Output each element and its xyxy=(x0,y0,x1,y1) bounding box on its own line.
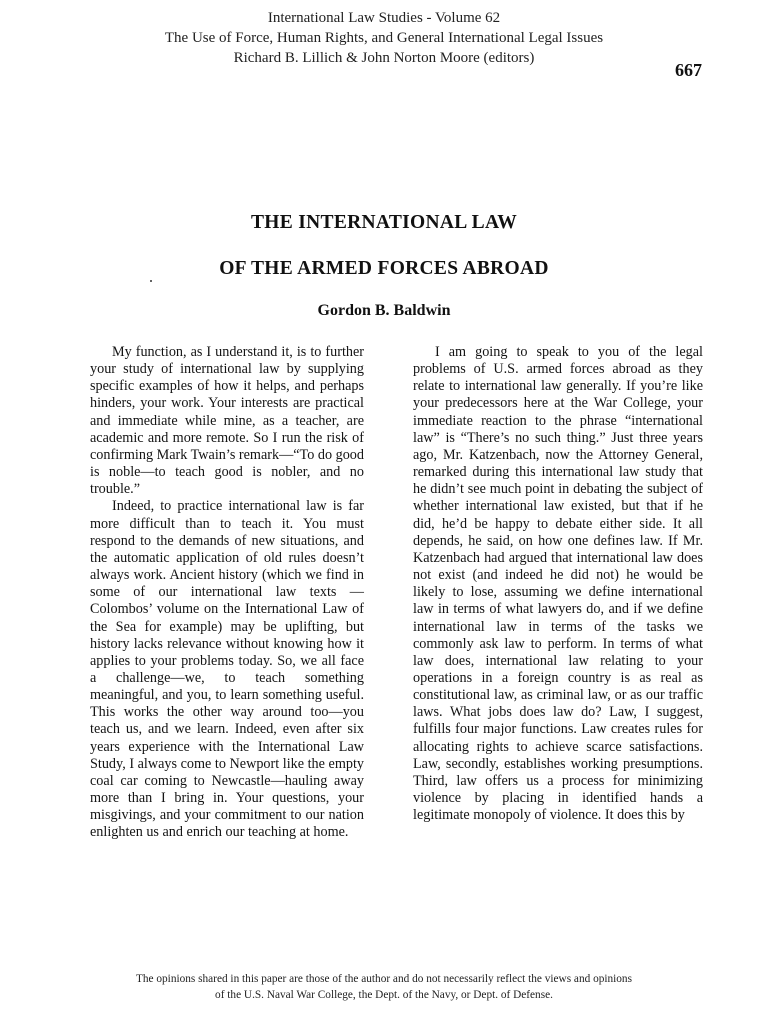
article-title-line-1: THE INTERNATIONAL LAW xyxy=(251,212,517,233)
paragraph: I am going to speak to you of the legal problems of U.S. armed forces abroad as they relate to international law generally. If you’re like your predecessors here at the War College, your immediate reaction to the phrase “international law” is “There’s no such thing.” Just three years ago, Mr. Katzenbach, now the Attorney General, remarked during this international law study that he didn’t see much point in debating the subject of whether international law existed, but that if he did, he’d be happy to debate either side. It all depends, he said, on how one defines law. If Mr. Katzenbach had argued that international law does not exist (and indeed he did not) he would be likely to lose, assuming we define international law in terms of what lawyers do, and if we define international law in terms of the tasks we commonly ask law to perform. In terms of what law does, international law relating to your operations in a foreign country is as real as constitutional law, as criminal law, or as our traffic laws. What jobs does law do? Law, I suggest, fulfills four major functions. Law creates rules for allocating rights to achieve scarce satisfactions. Law, secondly, establishes working presumptions. Third, law offers us a process for minimizing violence by placing in identified hands a legitimate monopoly of violence. It does this by xyxy=(413,344,703,824)
volume-subtitle: The Use of Force, Human Rights, and General International Legal Issues xyxy=(164,30,604,46)
disclaimer-footer xyxy=(0,971,768,1003)
editors-line: Richard B. Lillich & John Norton Moore (editors) xyxy=(233,50,535,66)
disclaimer-line-2: of the U.S. Naval War College, the Dept. of the Navy, or Dept. of Defense. xyxy=(215,989,553,1001)
print-speck xyxy=(150,280,152,282)
running-header xyxy=(0,8,768,68)
author-name: Gordon B. Baldwin xyxy=(317,302,451,319)
page-number: 667 xyxy=(675,60,702,80)
series-title: International Law Studies - Volume 62 xyxy=(267,10,501,26)
disclaimer-line-1: The opinions shared in this paper are those of the author and do not necessarily reflect the views and opinions xyxy=(136,973,632,985)
left-text-column xyxy=(90,344,364,842)
paragraph: Indeed, to practice international law is far more difficult than to teach it. You must respond to the demands of new situations, and the automatic application of old rules doesn’t always work. Ancient history (which we find in some of our international law texts —Colombos’ volume on the International Law of the Sea for example) may be uplifting, but history lacks relevance without knowing how it applies to your problems today. So, we all face a challenge—we, to teach something meaningful, and you, to learn something useful. This works the other way around too—you teach us, and we learn. Indeed, even after six years experience with the International Law Study, I always come to Newport like the empty coal car coming to Newcastle—hauling away more than I bring in. Your questions, your misgivings, and your commitment to our nation enlighten us and enrich our teaching at home. xyxy=(90,498,364,841)
paragraph: My function, as I understand it, is to further your study of international law by supplying specific examples of how it helps, and perhaps hinders, your work. Your interests are practical and immediate while mine, as a teacher, are academic and more remote. So I run the risk of confirming Mark Twain’s remark—“To do good is noble—to teach good is nobler, and no trouble.” xyxy=(90,344,364,498)
right-text-column xyxy=(413,344,703,824)
article-title-line-2: OF THE ARMED FORCES ABROAD xyxy=(219,258,549,279)
